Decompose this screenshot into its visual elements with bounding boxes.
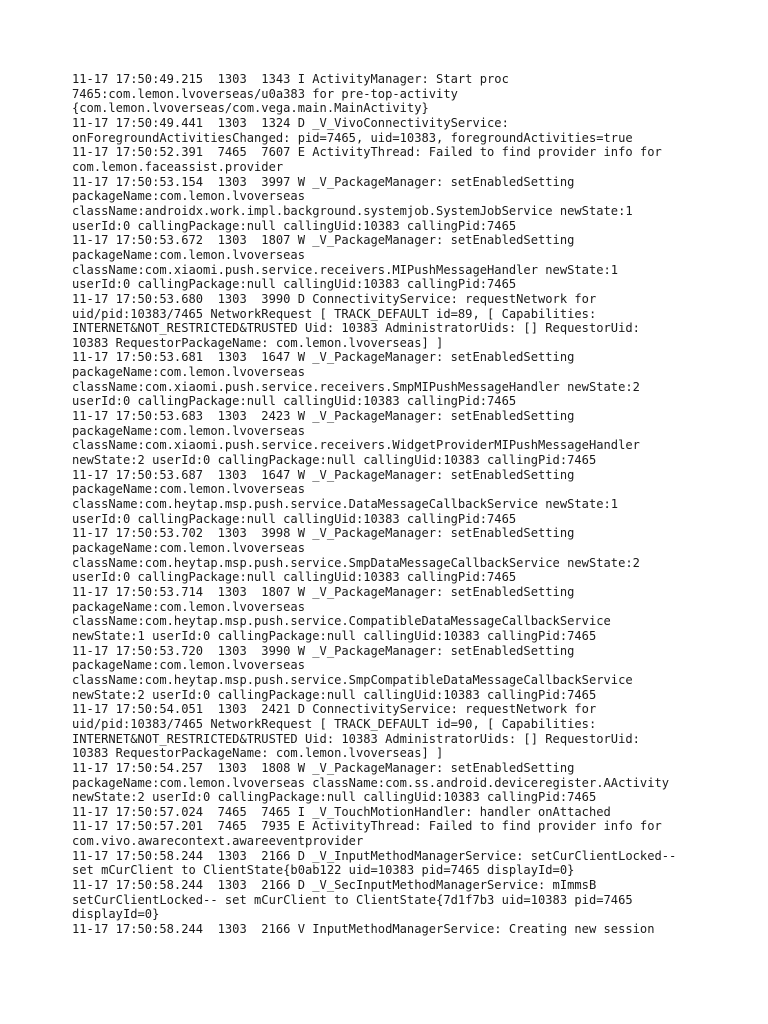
log-line: packageName:com.lemon.lvoverseas (72, 599, 305, 614)
log-line: com.lemon.faceassist.provider (72, 159, 284, 174)
log-line: displayId=0} (72, 907, 160, 922)
log-line: {com.lemon.lvoverseas/com.vega.main.MainActivity} (72, 101, 429, 116)
log-line: setCurClientLocked-- set mCurClient to ClientState{7d1f7b3 uid=10383 pid=7465 (72, 892, 633, 907)
log-line: 11-17 17:50:57.024 7465 7465 I _V_TouchMotionHandler: handler onAttached (72, 804, 611, 819)
log-line: 11-17 17:50:53.714 1303 1807 W _V_PackageManager: setEnabledSetting (72, 584, 575, 599)
log-line: 11-17 17:50:53.681 1303 1647 W _V_PackageManager: setEnabledSetting (72, 350, 575, 365)
log-line: userId:0 callingPackage:null callingUid:10383 callingPid:7465 (72, 511, 517, 526)
log-line: className:com.heytap.msp.push.service.CompatibleDataMessageCallbackService (72, 614, 611, 629)
log-line: className:com.heytap.msp.push.service.DataMessageCallbackService newState:1 (72, 497, 619, 512)
log-line: 11-17 17:50:54.257 1303 1808 W _V_PackageManager: setEnabledSetting (72, 760, 575, 775)
log-line: packageName:com.lemon.lvoverseas (72, 247, 305, 262)
log-line: packageName:com.lemon.lvoverseas className:com.ss.android.deviceregister.AActivity (72, 775, 670, 790)
log-line: 11-17 17:50:53.720 1303 3990 W _V_PackageManager: setEnabledSetting (72, 643, 575, 658)
log-line: INTERNET&NOT_RESTRICTED&TRUSTED Uid: 10383 AdministratorUids: [] RequestorUid: (72, 731, 640, 746)
log-line: 10383 RequestorPackageName: com.lemon.lvoverseas] ] (72, 746, 444, 761)
log-text-block (72, 72, 712, 937)
log-line: packageName:com.lemon.lvoverseas (72, 658, 305, 673)
log-line: 11-17 17:50:53.672 1303 1807 W _V_PackageManager: setEnabledSetting (72, 233, 575, 248)
log-line: 11-17 17:50:54.051 1303 2421 D ConnectivityService: requestNetwork for (72, 702, 597, 717)
log-line: 11-17 17:50:53.680 1303 3990 D ConnectivityService: requestNetwork for (72, 291, 597, 306)
log-line: userId:0 callingPackage:null callingUid:10383 callingPid:7465 (72, 394, 517, 409)
log-line: 11-17 17:50:49.441 1303 1324 D _V_VivoConnectivityService: (72, 115, 509, 130)
log-line: uid/pid:10383/7465 NetworkRequest [ TRACK_DEFAULT id=90, [ Capabilities: (72, 716, 597, 731)
log-line: 7465:com.lemon.lvoverseas/u0a383 for pre-top-activity (72, 86, 458, 101)
log-line: 11-17 17:50:53.154 1303 3997 W _V_PackageManager: setEnabledSetting (72, 174, 575, 189)
log-line: className:com.xiaomi.push.service.receivers.WidgetProviderMIPushMessageHandler (72, 438, 640, 453)
log-line: 11-17 17:50:53.683 1303 2423 W _V_PackageManager: setEnabledSetting (72, 409, 575, 424)
log-line: 11-17 17:50:57.201 7465 7935 E ActivityThread: Failed to find provider info for (72, 819, 662, 834)
log-line: 10383 RequestorPackageName: com.lemon.lvoverseas] ] (72, 335, 444, 350)
log-line: userId:0 callingPackage:null callingUid:10383 callingPid:7465 (72, 277, 517, 292)
log-line: INTERNET&NOT_RESTRICTED&TRUSTED Uid: 10383 AdministratorUids: [] RequestorUid: (72, 321, 640, 336)
log-line: onForegroundActivitiesChanged: pid=7465, uid=10383, foregroundActivities=true (72, 130, 633, 145)
log-line: className:androidx.work.impl.background.systemjob.SystemJobService newState:1 (72, 203, 633, 218)
log-line: packageName:com.lemon.lvoverseas (72, 482, 305, 497)
log-line: packageName:com.lemon.lvoverseas (72, 541, 305, 555)
log-line: 11-17 17:50:53.687 1303 1647 W _V_PackageManager: setEnabledSetting (72, 467, 575, 482)
log-line: userId:0 callingPackage:null callingUid:10383 callingPid:7465 (72, 570, 517, 585)
log-line: 11-17 17:50:52.391 7465 7607 E ActivityThread: Failed to find provider info for (72, 145, 662, 160)
log-line: newState:2 userId:0 callingPackage:null callingUid:10383 callingPid:7465 (72, 687, 597, 702)
log-line: packageName:com.lemon.lvoverseas (72, 365, 305, 380)
log-line: className:com.xiaomi.push.service.receivers.MIPushMessageHandler newState:1 (72, 262, 619, 277)
log-line: newState:1 userId:0 callingPackage:null callingUid:10383 callingPid:7465 (72, 628, 597, 643)
log-line: 11-17 17:50:53.702 1303 3998 W _V_PackageManager: setEnabledSetting (72, 526, 575, 541)
log-line: 11-17 17:50:58.244 1303 2166 V InputMethodManagerService: Creating new session (72, 922, 655, 937)
log-line: set mCurClient to ClientState{b0ab122 uid=10383 pid=7465 displayId=0} (72, 863, 575, 878)
log-line: userId:0 callingPackage:null callingUid:10383 callingPid:7465 (72, 218, 517, 233)
log-line: className:com.heytap.msp.push.service.SmpDataMessageCallbackService newState:2 (72, 555, 640, 570)
log-line: className:com.heytap.msp.push.service.SmpCompatibleDataMessageCallbackService (72, 672, 633, 687)
log-line: 11-17 17:50:49.215 1303 1343 I ActivityManager: Start proc (72, 72, 509, 86)
log-line: newState:2 userId:0 callingPackage:null callingUid:10383 callingPid:7465 (72, 790, 597, 805)
log-line: packageName:com.lemon.lvoverseas (72, 423, 305, 438)
log-line: 11-17 17:50:58.244 1303 2166 D _V_SecInputMethodManagerService: mImmsB (72, 878, 597, 893)
log-line: com.vivo.awarecontext.awareeventprovider (72, 834, 364, 849)
log-line: className:com.xiaomi.push.service.receivers.SmpMIPushMessageHandler newState:2 (72, 379, 640, 394)
log-line: packageName:com.lemon.lvoverseas (72, 189, 305, 204)
log-line: newState:2 userId:0 callingPackage:null callingUid:10383 callingPid:7465 (72, 453, 597, 468)
log-line: uid/pid:10383/7465 NetworkRequest [ TRACK_DEFAULT id=89, [ Capabilities: (72, 306, 597, 321)
log-line: 11-17 17:50:58.244 1303 2166 D _V_InputMethodManagerService: setCurClientLocked-- (72, 848, 677, 863)
